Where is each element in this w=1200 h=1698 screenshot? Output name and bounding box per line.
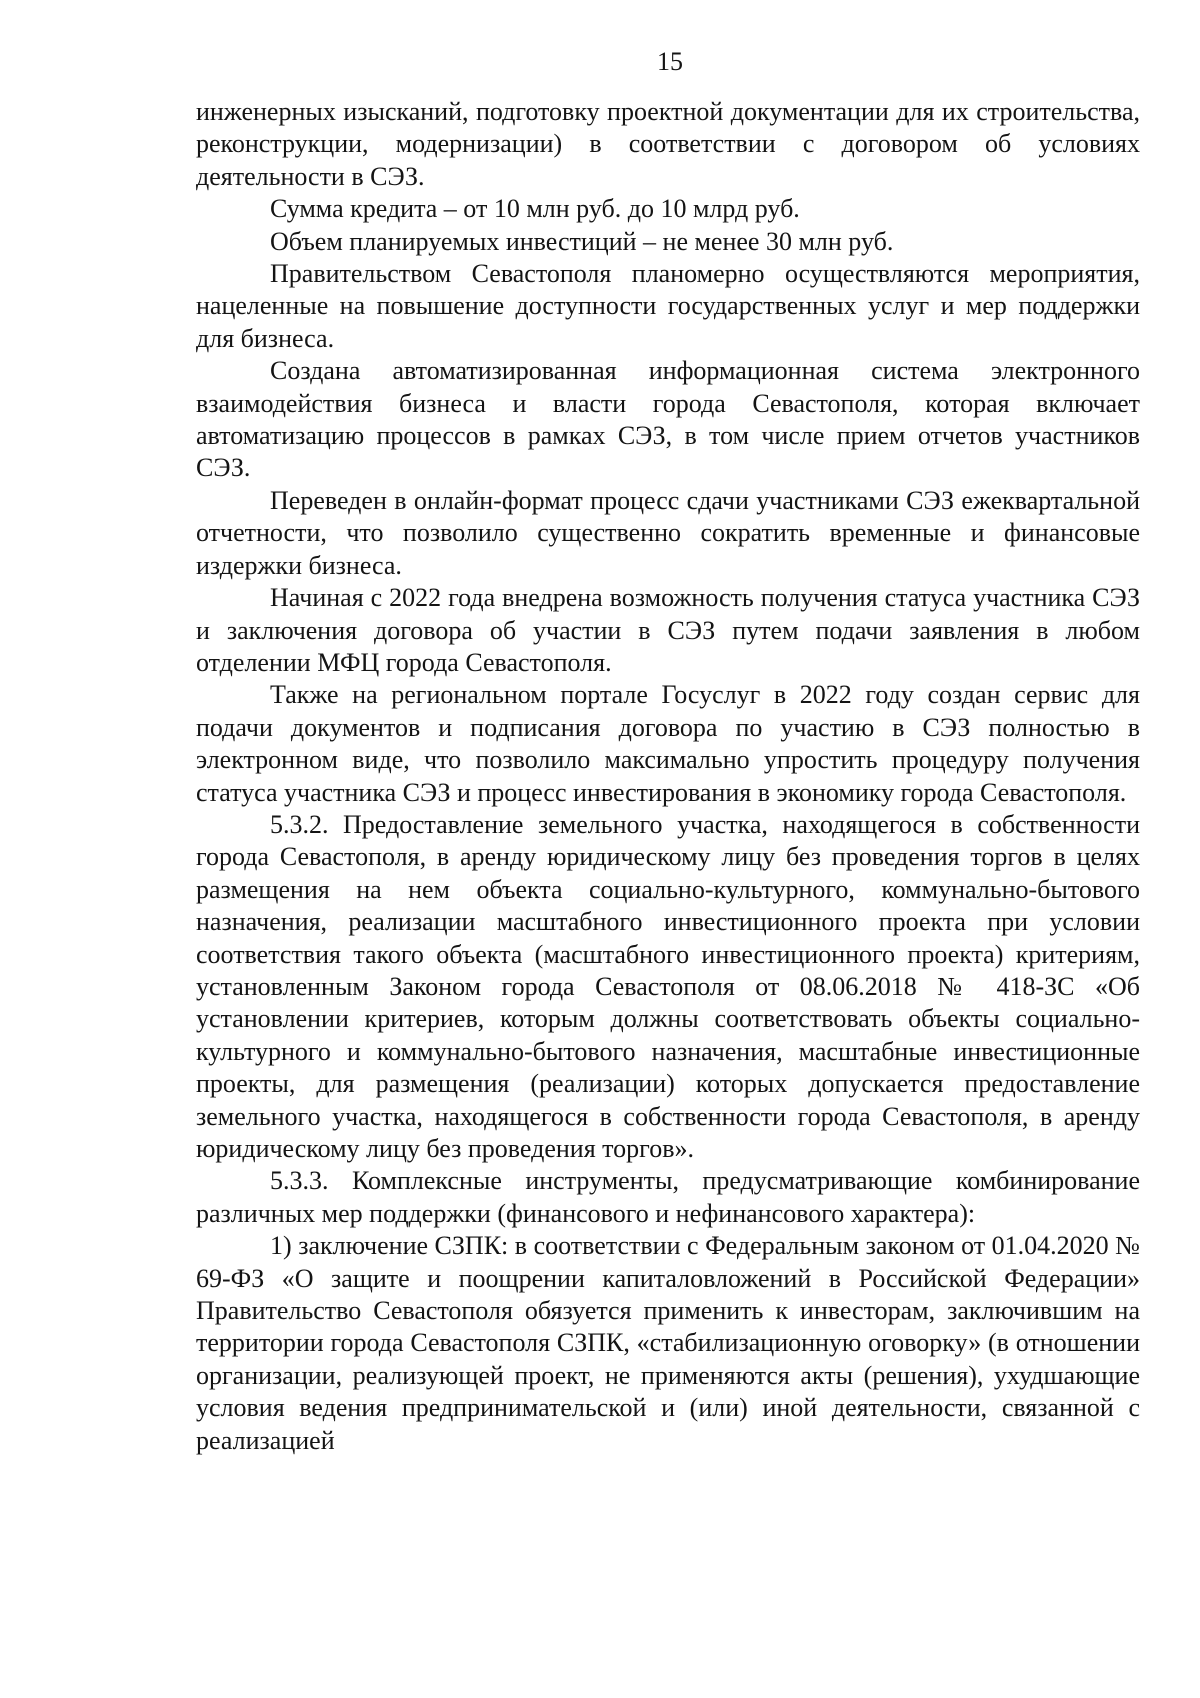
- paragraph-credit-amount: Сумма кредита – от 10 млн руб. до 10 млрд руб.: [270, 194, 800, 224]
- page-number: 15: [657, 47, 683, 76]
- paragraph-mfc-application: Начиная с 2022 года внедрена возможность получения статуса участника СЭЗ и заключения договора об участии в СЭЗ путем подачи заявления в любом отделении МФЦ города Севастополя.: [196, 583, 1140, 677]
- paragraph-investment-volume: Объем планируемых инвестиций – не менее 30 млн руб.: [270, 226, 894, 256]
- paragraph-list-item-1: 1) заключение СЗПК: в соответствии с Федеральным законом от 01.04.2020 № 69-ФЗ «О защите и поощрении капиталовложений в Российской Федерации» Правительство Севастополя обязуется применить к инвесторам, заключившим на территории города Севастополя СЗПК, «стабилизационную оговорку» (в отношении организации, реализующей проект, не применяются акты (решения), ухудшающие условия ведения предпринимательской и (или) иной деятельности, связанной с реализацией: [196, 1231, 1140, 1455]
- paragraph-continuation: инженерных изысканий, подготовку проектной документации для их строительства, реконструкции, модернизации) в соответствии с договором об условиях деятельности в СЭЗ.: [196, 97, 1140, 191]
- paragraph-government-measures: Правительством Севастополя планомерно осуществляются мероприятия, нацеленные на повышение доступности государственных услуг и мер поддержки для бизнеса.: [196, 259, 1140, 353]
- paragraph-gosuslugi-service: Также на региональном портале Госуслуг в 2022 году создан сервис для подачи документов и подписания договора по участию в СЭЗ полностью в электронном виде, что позволило максимально упростить процедуру получения статуса участника СЭЗ и процесс инвестирования в экономику города Севастополя.: [196, 680, 1140, 807]
- paragraph-online-reporting: Переведен в онлайн-формат процесс сдачи участниками СЭЗ ежеквартальной отчетности, что позволило существенно сократить временные и финансовые издержки бизнеса.: [196, 485, 1140, 580]
- document-body: [196, 96, 1140, 1457]
- paragraph-information-system: Создана автоматизированная информационная система электронного взаимодействия бизнеса и власти города Севастополя, которая включает автоматизацию процессов в рамках СЭЗ, в том числе прием отчетов участников СЭЗ.: [196, 356, 1140, 483]
- paragraph-section-5-3-3: 5.3.3. Комплексные инструменты, предусматривающие комбинирование различных мер поддержки (финансового и нефинансового характера):: [196, 1166, 1140, 1228]
- paragraph-section-5-3-2: 5.3.2. Предоставление земельного участка, находящегося в собственности города Севастополя, в аренду юридическому лицу без проведения торгов в целях размещения на нем объекта социально-культурного, коммунально-бытового назначения, реализации масштабного инвестиционного проекта при условии соответствия такого объекта (масштабного инвестиционного проекта) критериям, установленным Законом города Севастополя от 08.06.2018 № 418-ЗС «Об установлении критериев, которым должны соответствовать объекты социально-культурного и коммунально-бытового назначения, масштабные инвестиционные проекты, для размещения (реализации) которых допускается предоставление земельного участка, находящегося в собственности города Севастополя, в аренду юридическому лицу без проведения торгов».: [196, 809, 1140, 1163]
